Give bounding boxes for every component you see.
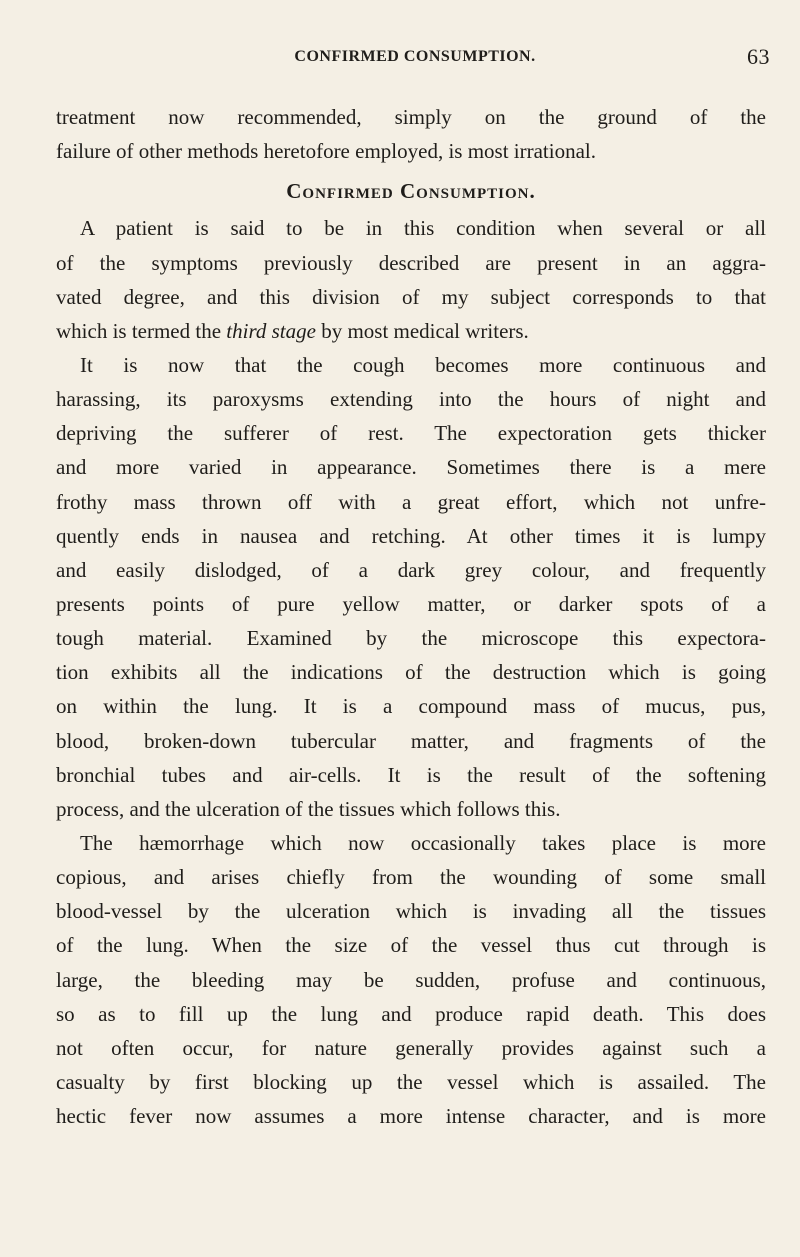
paragraph-2 — [56, 211, 766, 348]
italic-term: third stage — [226, 318, 316, 343]
running-head — [60, 44, 770, 74]
text-line: treatment now recommended, simply on the ground of the — [56, 105, 766, 129]
text-line: process, and the ulceration of the tissues which follows this. — [56, 796, 561, 821]
text-line: presents points of pure yellow matter, or darker spots of a — [56, 591, 766, 616]
text-line: so as to fill up the lung and produce rapid death. This does — [56, 1001, 766, 1026]
text-line: harassing, its paroxysms extending into the hours of night and — [56, 387, 766, 412]
body-text — [56, 100, 766, 1133]
text-line — [56, 314, 766, 348]
text-line: depriving the sufferer of rest. The expectoration gets thicker — [56, 421, 766, 446]
text-line: blood-vessel by the ulceration which is invading all the tissues — [56, 899, 766, 924]
text-line: and more varied in appearance. Sometimes there is a mere — [56, 455, 766, 480]
text-line: casualty by first blocking up the vessel which is assailed. The — [56, 1069, 766, 1094]
text-line: and easily dislodged, of a dark grey colour, and frequently — [56, 557, 766, 582]
text-line: hectic fever now assumes a more intense character, and is more — [56, 1104, 766, 1129]
text-line: copious, and arises chiefly from the wounding of some small — [56, 865, 766, 890]
text-line: of the lung. When the size of the vessel thus cut through is — [56, 933, 766, 958]
text-line: large, the bleeding may be sudden, profuse and continuous, — [56, 967, 766, 992]
text-segment: by most medical writers. — [315, 318, 529, 343]
text-line: quently ends in nausea and retching. At other times it is lumpy — [56, 523, 766, 548]
text-line: tion exhibits all the indications of the destruction which is going — [56, 660, 766, 685]
text-line: It is now that the cough becomes more continuous and — [80, 352, 766, 377]
running-title: CONFIRMED CONSUMPTION. — [294, 48, 536, 65]
text-line: on within the lung. It is a compound mass of mucus, pus, — [56, 694, 766, 719]
text-line: of the symptoms previously described are present in an aggra- — [56, 250, 766, 275]
text-line: blood, broken-down tubercular matter, and fragments of the — [56, 728, 766, 753]
text-segment: which is termed the — [56, 318, 227, 343]
page-number: 63 — [747, 44, 770, 69]
paragraph-3 — [56, 348, 766, 826]
text-line: failure of other methods heretofore employed, is most irrational. — [56, 139, 597, 164]
text-line: A patient is said to be in this condition when several or all — [80, 216, 766, 241]
text-line: not often occur, for nature generally provides against such a — [56, 1035, 766, 1060]
section-heading: Confirmed Consumption. — [286, 179, 536, 204]
text-line: tough material. Examined by the microscope this expectora- — [56, 626, 766, 651]
text-line: The hæmorrhage which now occasionally takes place is more — [80, 830, 766, 855]
text-line: frothy mass thrown off with a great effort, which not unfre- — [56, 489, 766, 514]
text-line: vated degree, and this division of my subject corresponds to that — [56, 284, 766, 309]
paragraph-4 — [56, 826, 766, 1133]
text-line: bronchial tubes and air-cells. It is the result of the softening — [56, 762, 766, 787]
paragraph-1 — [56, 100, 766, 168]
